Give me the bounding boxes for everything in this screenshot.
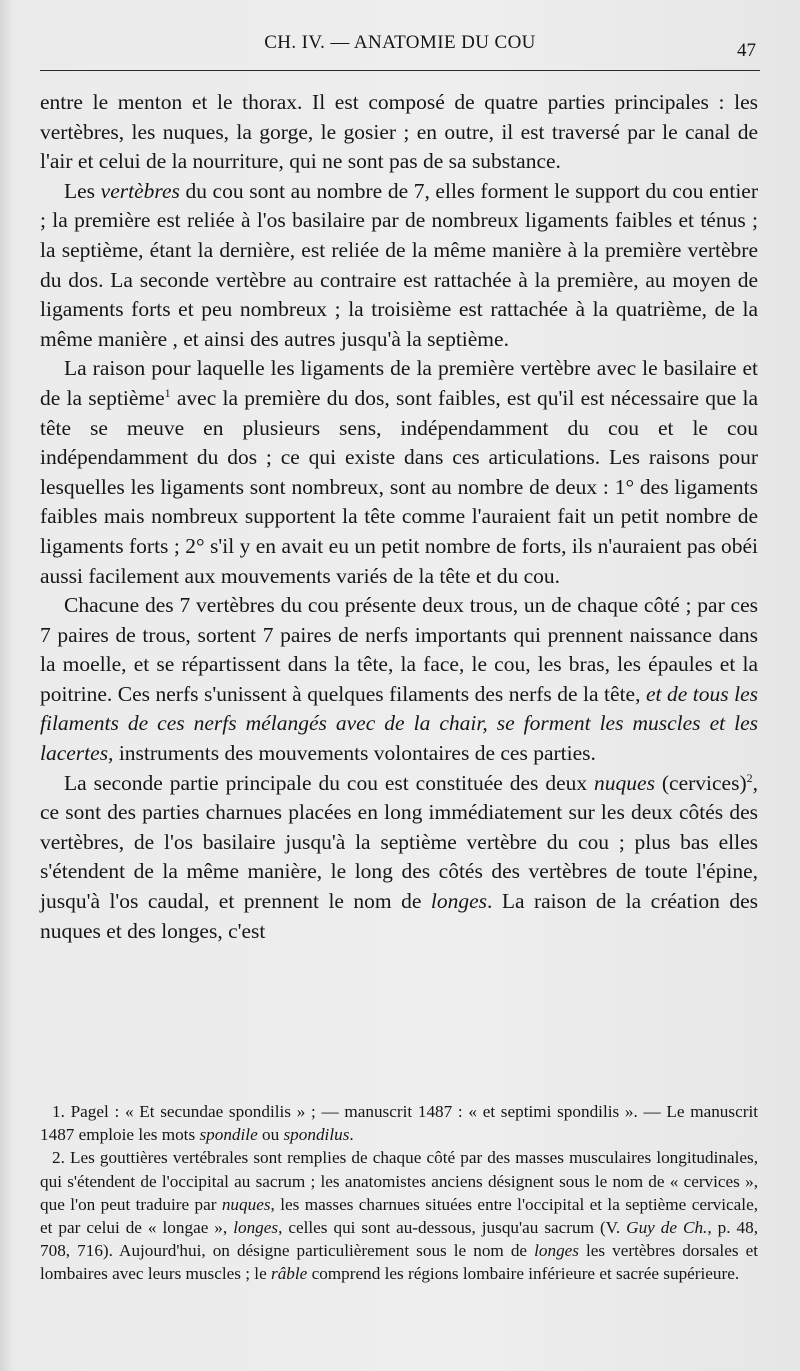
footnote-2-italic-guy: Guy de Ch.: [626, 1218, 708, 1238]
footnote-2-text-c: , celles qui sont au-dessous, jusqu'au sacrum (V.: [278, 1218, 627, 1238]
paragraph-5-text-c: , ce sont des parties charnues placées en long immédiatement sur les deux côtés des vertèbres, de l'os basilaire jusqu'à la septième vertèbre du cou ; plus bas elles s'étendent de la même manière, le long des côtés des vertèbres de toute l'épine, jusqu'à l'os caudal, et prennent le nom de: [40, 770, 758, 914]
paragraph-4: [40, 591, 758, 769]
paragraph-2: [40, 177, 758, 355]
paragraph-1-text: entre le menton et le thorax. Il est composé de quatre parties principales : les vertèbres, les nuques, la gorge, le gosier ; en outre, il est traversé par le canal de l'air et celui de la nourriture, qui ne sont pas de sa substance.: [40, 90, 758, 174]
footnote-1-italic-spondilus: spondilus: [283, 1125, 350, 1145]
footnote-2-text-f: comprend les régions lombaire inférieure et sacrée supérieure.: [307, 1264, 740, 1284]
paragraph-5-text-a: La seconde partie principale du cou est constituée des deux: [64, 770, 595, 795]
paragraph-3-text-a: La raison pour laquelle les ligaments de la première vertèbre avec le basilaire et de la septième: [40, 356, 758, 410]
paragraph-4-italic: et de tous les filaments de ces nerfs mélangés avec de la chair, se forment les muscles et les lacertes,: [40, 681, 758, 766]
paragraph-5-text-b: (cervices): [654, 770, 747, 795]
footnote-2-italic-longes: longes: [233, 1218, 279, 1238]
paragraph-4-text-a: Chacune des 7 vertèbres du cou présente deux trous, un de chaque côté ; par ces 7 paires de trous, sortent 7 paires de nerfs importants qui prennent naissance dans la moelle, et se répartissent dans la tête, la face, le cou, les bras, les épaules et la poitrine. Ces nerfs s'unissent à quelques filaments des nerfs de la tête,: [40, 593, 758, 706]
paragraph-3-text-b: avec la première du dos, sont faibles, est qu'il est nécessaire que la tête se meuve en plusieurs sens, indépendamment du cou et le cou indépendamment du dos ; ce qui existe dans ces articulations. Les raisons pour lesquelles les ligaments sont nombreux, sont au nombre de deux : 1° des ligaments faibles mais nombreux supportent la tête comme l'auraient fait un petit nombre de ligaments forts ; 2° s'il y en avait eu un petit nombre de forts, ils n'auraient pas obéi aussi facilement aux mouvements variés de la tête et du cou.: [40, 385, 758, 588]
footnote-2-italic-longes-2: longes: [534, 1241, 579, 1261]
paragraph-5-text-d: . La raison de la création des nuques et des longes, c'est: [40, 889, 758, 943]
footnotes: [40, 1100, 758, 1286]
running-title: CH. IV. — ANATOMIE DU COU: [264, 32, 536, 53]
main-text: [40, 88, 758, 946]
footnote-2-text-a: 2. Les gouttières vertébrales sont remplies de chaque côté par des masses musculaires longitudinales, qui s'étendent de l'occipital au sacrum ; les anatomistes anciens désignent sous le nom de « cervices », que l'on peut traduire par: [40, 1148, 758, 1214]
paragraph-4-text-b: instruments des mouvements volontaires de ces parties.: [113, 741, 596, 766]
footnote-1-text-c: .: [349, 1125, 354, 1145]
footnote-ref-1[interactable]: 1: [164, 385, 171, 400]
footnote-2-text-e: les vertèbres dorsales et lombaires avec leurs muscles ; le: [40, 1241, 758, 1284]
footnote-2-text-b: , les masses charnues situées entre l'occipital et la septième cervicale, et par celui de « longae »,: [40, 1194, 758, 1238]
footnote-ref-2[interactable]: 2: [746, 770, 753, 785]
paragraph-2-text-a: Les: [64, 178, 101, 203]
paragraph-5: [40, 769, 758, 947]
running-header: [40, 28, 760, 64]
paragraph-5-italic-nuques: nuques: [594, 770, 655, 795]
paragraph-5-italic-longes: longes: [430, 889, 487, 914]
footnote-1: [40, 1100, 758, 1146]
footnote-2: [40, 1146, 758, 1285]
page-number: 47: [737, 40, 756, 61]
header-rule: [40, 70, 760, 71]
footnote-1-text-b: ou: [257, 1125, 284, 1145]
footnote-2-text-d: , p. 48, 708, 716). Aujourd'hui, on désigne particulièrement sous le nom de: [40, 1218, 759, 1261]
footnote-2-italic-nuques: nuques: [221, 1194, 271, 1214]
footnote-1-italic-spondile: spondile: [199, 1125, 258, 1145]
footnote-2-italic-rable: râble: [271, 1264, 308, 1284]
paragraph-2-italic: vertèbres: [100, 178, 180, 203]
paragraph-3: [40, 354, 758, 591]
paragraph-2-text-b: du cou sont au nombre de 7, elles forment le support du cou entier ; la première est reliée à l'os basilaire par de nombreux ligaments faibles et ténus ; la septième, étant la dernière, est reliée de la même manière à la première vertèbre du dos. La seconde vertèbre au contraire est rattachée à la première, au moyen de ligaments forts et peu nombreux ; la troisième est rattachée à la quatrième, de la même manière , et ainsi des autres jusqu'à la septième.: [40, 178, 759, 351]
paragraph-1: [40, 88, 758, 177]
footnote-1-text-a: 1. Pagel : « Et secundae spondilis » ; — manuscrit 1487 : « et septimi spondilis ». — Le manuscrit 1487 emploie les mots: [40, 1102, 758, 1145]
